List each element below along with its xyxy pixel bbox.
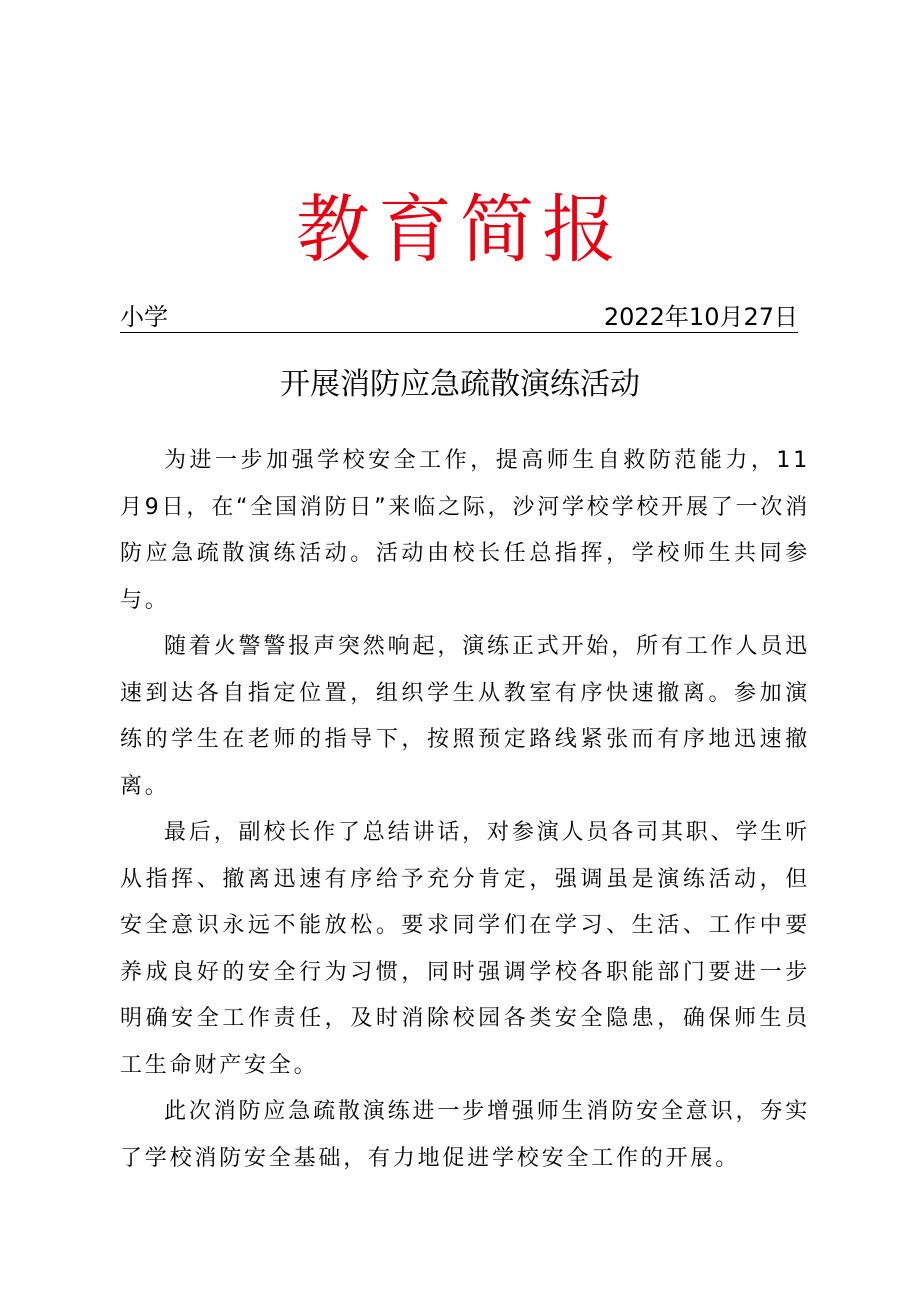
issue-line bbox=[120, 302, 798, 333]
issue-date: 2022年10月27日 bbox=[603, 303, 798, 331]
article-title: 开展消防应急疏散演练活动 bbox=[280, 367, 640, 402]
article-paragraph: 为进一步加强学校安全工作，提高师生自救防范能力，11月9日，在“全国消防日”来临之际，沙河学校学校开展了一次消防应急疏散演练活动。活动由校长任总指挥，学校师生共同参与。 bbox=[120, 448, 810, 613]
masthead-title: 教育简报 bbox=[296, 187, 624, 273]
issuing-organization: 小学 bbox=[120, 303, 168, 331]
article-body bbox=[120, 438, 810, 1182]
article-paragraph: 最后，副校长作了总结讲话，对参演人员各司其职、学生听从指挥、撤离迅速有序给予充分肯定，强调虽是演练活动，但安全意识永远不能放松。要求同学们在学习、生活、工作中要养成良好的安全行为习惯，同时强调学校各职能部门要进一步明确安全工作责任，及时消除校园各类安全隐患，确保师生员工生命财产安全。 bbox=[120, 820, 810, 1078]
article-paragraph: 此次消防应急疏散演练进一步增强师生消防安全意识，夯实了学校消防安全基础，有力地促进学校安全工作的开展。 bbox=[120, 1099, 810, 1171]
article-paragraph: 随着火警警报声突然响起，演练正式开始，所有工作人员迅速到达各自指定位置，组织学生从教室有序快速撤离。参加演练的学生在老师的指导下，按照预定路线紧张而有序地迅速撤离。 bbox=[120, 634, 810, 799]
